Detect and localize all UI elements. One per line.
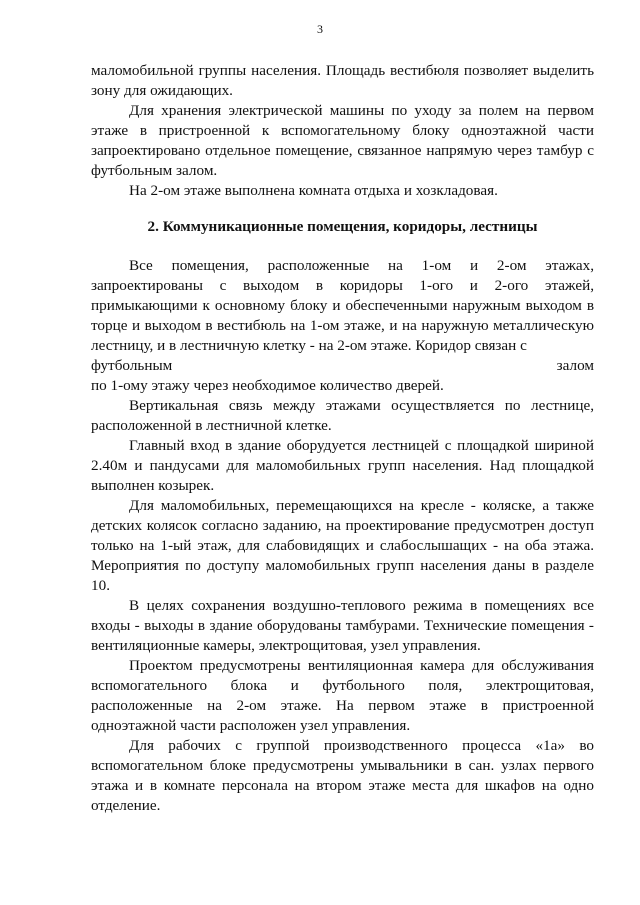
document-body (91, 61, 594, 816)
paragraph: Проектом предусмотрены вентиляционная камера для обслуживания вспомогательного блока и футбольного поля, электрощитовая, расположенные на 2-ом этаже. На первом этаже в пристроенной одноэтажной части расположен узел управления. (91, 657, 594, 734)
paragraph: В целях сохранения воздушно-теплового режима в помещениях все входы - выходы в здание оборудованы тамбурами. Технические помещения - вентиляционные камеры, электрощитовая, узел управления. (91, 597, 594, 654)
spread-word-right: залом (556, 357, 594, 374)
paragraph: Вертикальная связь между этажами осуществляется по лестнице, расположенной в лестничной клетке. (91, 397, 594, 434)
page-number: 3 (317, 22, 323, 36)
paragraph: Для хранения электрической машины по уходу за полем на первом этаже в пристроенной к вспомогательному блоку одноэтажной части запроектировано отдельное помещение, связанное напрямую через тамбур с футбольным залом. (91, 102, 594, 179)
paragraph: На 2-ом этаже выполнена комната отдыха и хозкладовая. (129, 182, 498, 199)
paragraph: Для рабочих с группой производственного процесса «1а» во вспомогательном блоке предусмотрены умывальники в сан. узлах первого этажа и в комнате персонала на втором этаже места для шкафов на одно отделение. (91, 737, 594, 814)
section-heading: 2. Коммуникационные помещения, коридоры, лестницы (147, 218, 538, 235)
spread-word-left: футбольным (91, 357, 173, 374)
paragraph: Все помещения, расположенные на 1-ом и 2-ом этажах, запроектированы с выходом в коридоры 1-ого и 2-ого этажей, примыкающими к основному блоку и обеспеченными наружным выходом в торце и выходом в вестибюль на 1-ом этаже, и на наружную металлическую лестницу, и в лестничную клетку - на 2-ом этаже. Коридор связан с (91, 257, 594, 354)
paragraph-spread-line (91, 356, 594, 376)
paragraph: Для маломобильных, перемещающихся на кресле - коляске, а также детских колясок согласно заданию, на проектирование предусмотрен доступ только на 1-ый этаж, для слабовидящих и слабослышащих - на оба этажа. Мероприятия по доступу маломобильных групп населения даны в разделе 10. (91, 497, 594, 594)
paragraph: Главный вход в здание оборудуется лестницей с площадкой шириной 2.40м и пандусами для маломобильных групп населения. Над площадкой выполнен козырек. (91, 437, 594, 494)
paragraph: маломобильной группы населения. Площадь вестибюля позволяет выделить зону для ожидающих. (91, 62, 594, 99)
paragraph-tail: по 1-ому этажу через необходимое количество дверей. (91, 377, 444, 394)
